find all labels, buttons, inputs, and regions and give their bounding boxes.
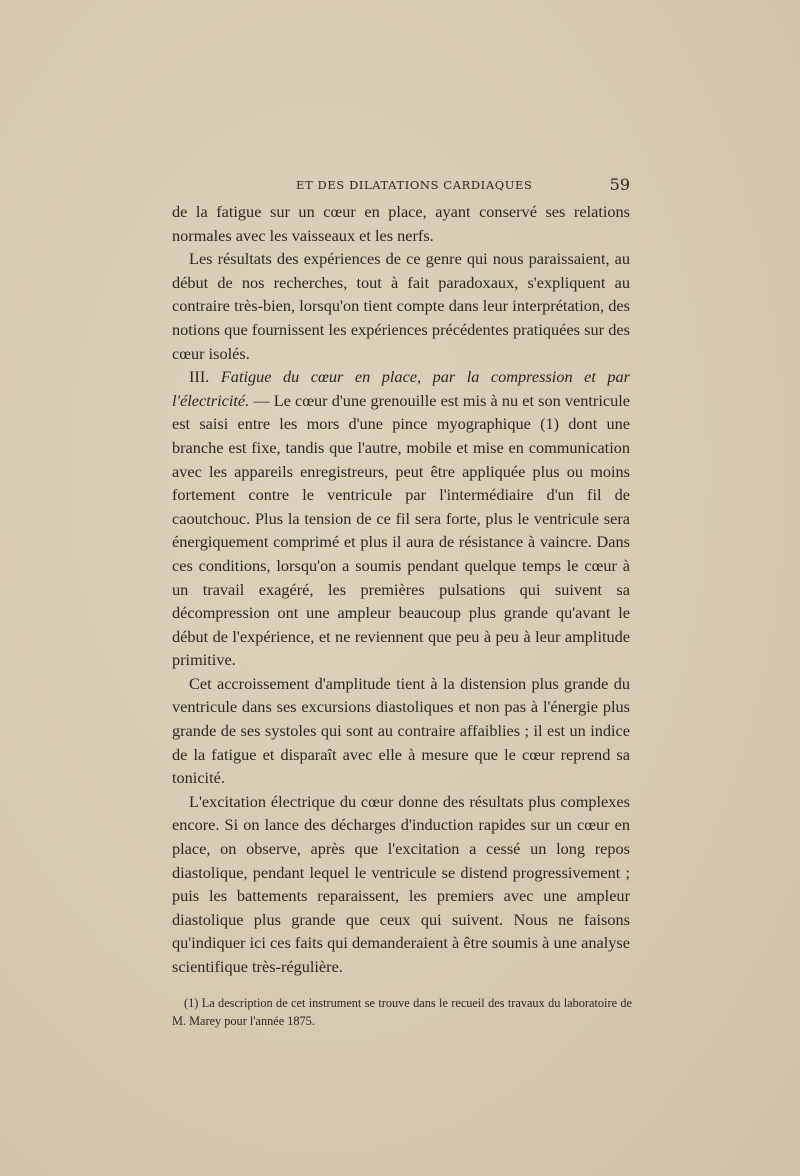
body-text	[172, 200, 630, 979]
paragraph-4: Cet accroissement d'amplitude tient à la distension plus grande du ventricule dans ses excursions diastoliques et non pas à l'énergie plus grande de ses systoles qui sont au contraire affaiblies ; il est un indice de la fatigue et disparaît avec elle à mesure que le cœur reprend sa tonicité.	[172, 673, 630, 788]
footnote	[172, 994, 632, 1030]
section-number: III.	[189, 367, 221, 387]
page-number: 59	[609, 175, 630, 194]
section-title: Fatigue du cœur en place, par la compression et par l'électricité.	[172, 367, 630, 410]
paragraph-2: Les résultats des expériences de ce genre qui nous paraissaient, au début de nos recherches, tout à fait paradoxaux, s'expliquent au contraire très-bien, lorsqu'on tient compte dans leur interprétation, des notions que fournissent les expériences précédentes pratiquées sur des cœur isolés.	[172, 249, 630, 363]
paragraph-1: de la fatigue sur un cœur en place, ayant conservé ses relations normales avec les vaisseaux et les nerfs.	[172, 202, 630, 245]
running-head: ET DES DILATATIONS CARDIAQUES	[296, 178, 533, 192]
paragraph-5: L'excitation électrique du cœur donne des résultats plus complexes encore. Si on lance des décharges d'induction rapides sur un cœur en place, on observe, après que l'excitation a cessé un long repos diastolique, pendant lequel le ventricule se distend progressivement ; puis les battements reparaissent, les premiers avec une ampleur diastolique plus grande que ceux qui suivent. Nous ne faisons qu'indiquer ici ces faits qui demanderaient à être soumis à une analyse scientifique très-régulière.	[172, 791, 630, 976]
section-text: — Le cœur d'une grenouille est mis à nu et son ventricule est saisi entre les mors d'une pince myographique (1) dont une branche est fixe, tandis que l'autre, mobile et mise en communication avec les appareils enregistreurs, peut être appliquée plus ou moins fortement contre le ventricule par l'intermédiaire d'un fil de caoutchouc. Plus la tension de ce fil sera forte, plus le ventricule sera énergiquement comprimé et plus il aura de résistance à vaincre. Dans ces conditions, lorsqu'on a soumis pendant quelque temps le cœur à un travail exagéré, les premières pulsations qui suivent sa décompression ont une ampleur beaucoup plus grande qu'avant le début de l'expérience, et ne reviennent que peu à peu à leur amplitude primitive.	[172, 390, 630, 670]
footnote-text: (1) La description de cet instrument se trouve dans le recueil des travaux du laboratoire de M. Marey pour l'année 1875.	[172, 996, 632, 1028]
page-header	[172, 176, 632, 196]
paragraph-3	[172, 365, 630, 672]
